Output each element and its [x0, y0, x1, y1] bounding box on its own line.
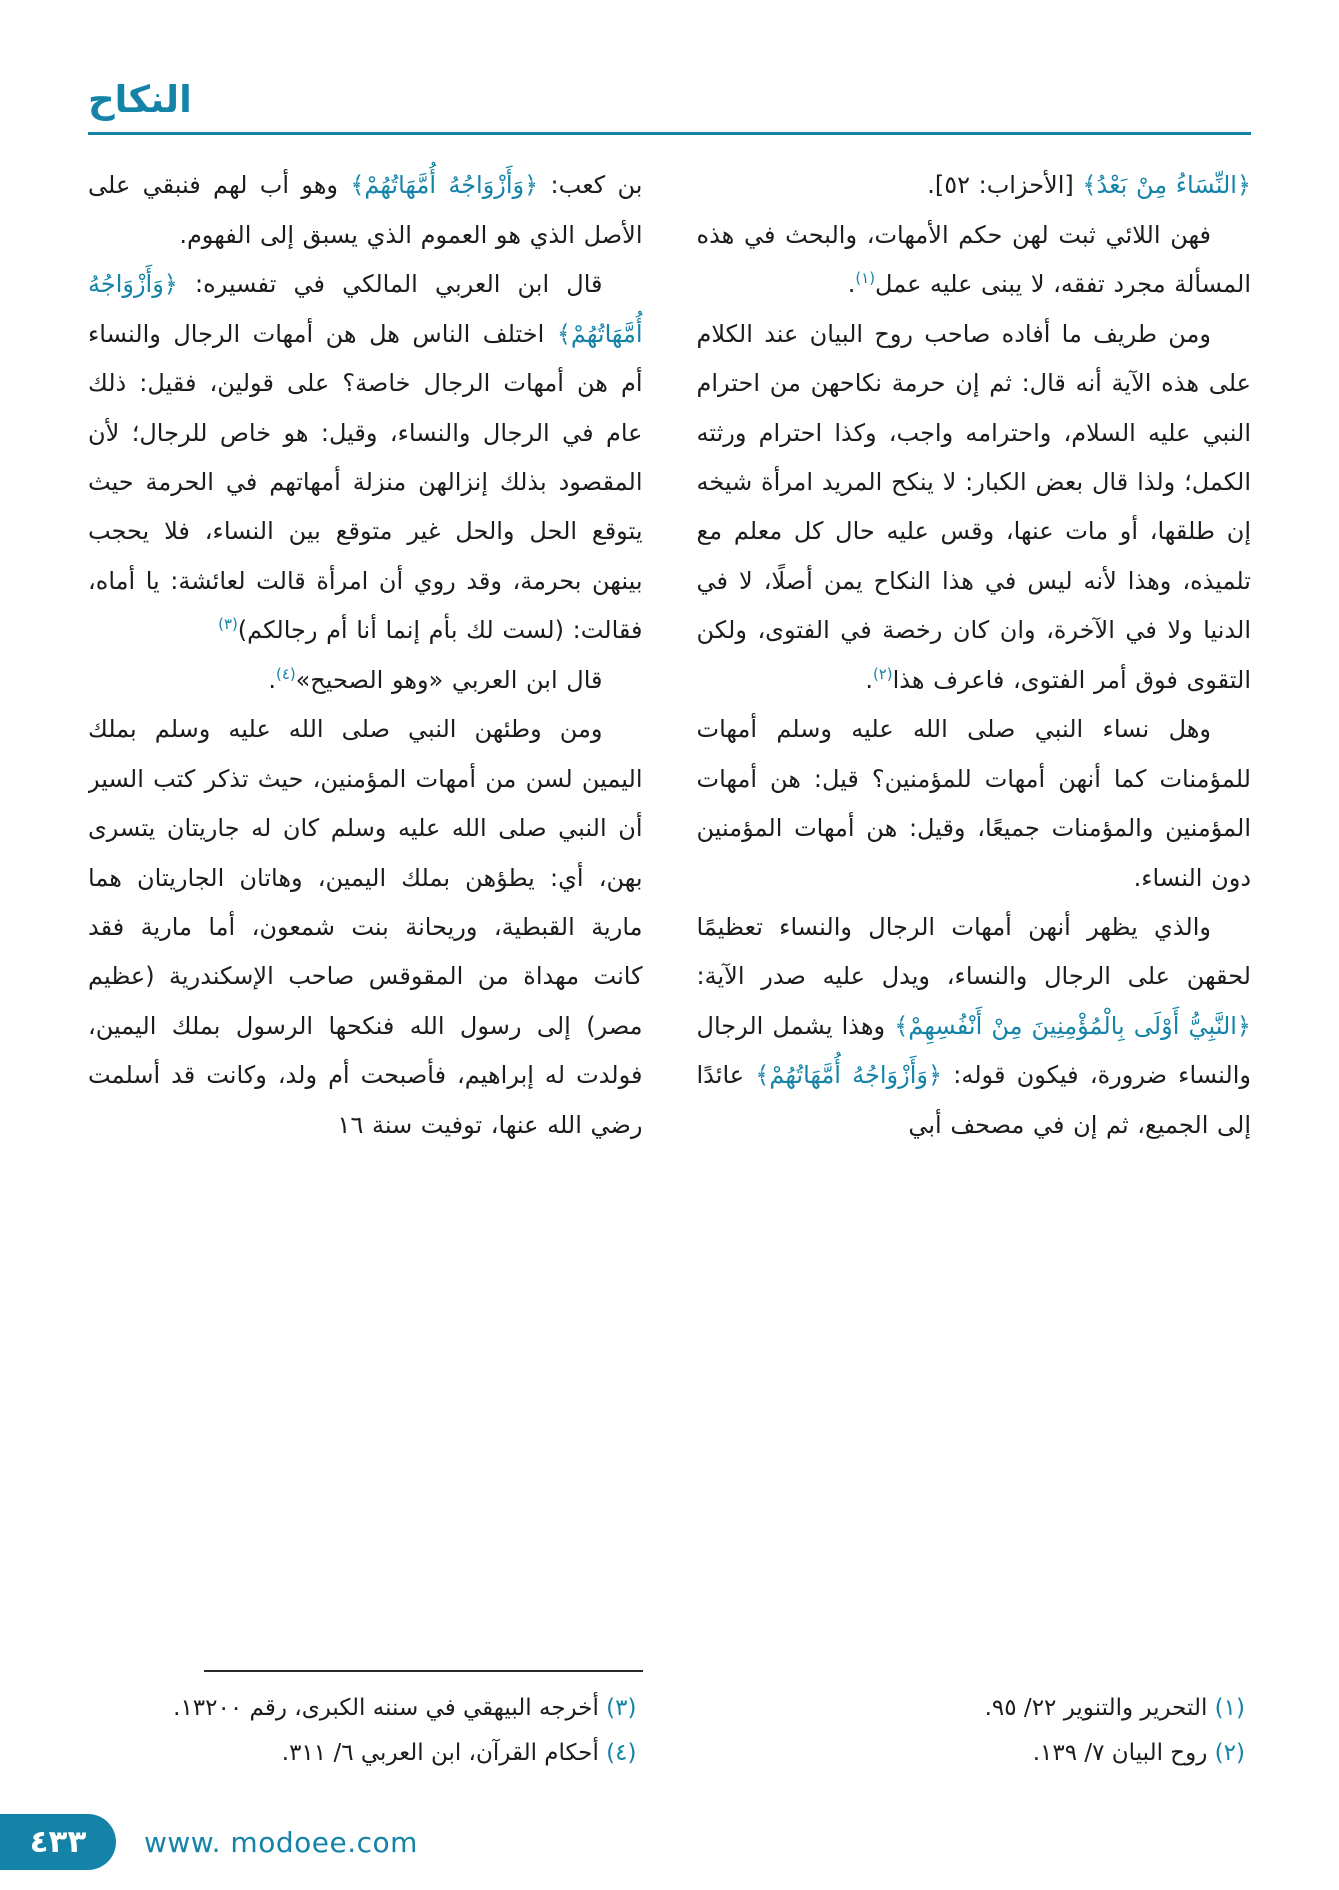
text-run: أحكام القرآن، ابن العربي ٦/ ٣١١.: [281, 1740, 599, 1767]
footnote-number: (٣): [598, 1695, 637, 1722]
text-run: وهذا يشمل الرجال والنساء ضرورة، فيكون قوله:: [696, 1011, 1251, 1090]
paragraph: [697, 903, 1252, 1150]
page-number: ٤٣٣: [29, 1823, 87, 1860]
text-run: ومن طريف ما أفاده صاحب روح البيان عند الكلام على هذه الآية أنه قال: ثم إن حرمة نكاحهن من احترام النبي عليه السلام، واحترامه واجب، وكذا احترام ورثته الكمل؛ ولذا قال بعض الكبار: لا ينكح المريد امرأة شيخه إن طلقها، أو مات عنها، وقس عليه حال كل معلم مع تلميذه، وهذا لأنه ليس في هذا النكاح يمن أصلًا، لا في الدنيا ولا في الآخرة، وان كان رخصة في الفتوى، ولكن التقوى فوق أمر الفتوى، فاعرف هذا: [696, 319, 1251, 694]
quran-quote: ﴿النِّسَاءُ مِنْ بَعْدُ﴾: [1082, 171, 1251, 200]
quran-quote: ﴿وَأَزْوَاجُهُ أُمَّهَاتُهُمْ﴾: [88, 270, 643, 348]
paragraph: [88, 705, 643, 1150]
footnote-list: [88, 1686, 643, 1776]
paragraph: [88, 161, 643, 260]
column-left-footnotes: [88, 1664, 643, 1794]
footnote-ref: (٤): [276, 664, 296, 683]
footnote-ref: (٢): [872, 664, 893, 683]
column-right: [697, 161, 1252, 1794]
footnote-number: (١): [1207, 1695, 1245, 1722]
footnote: [697, 1731, 1252, 1776]
footnote-number: (٤): [598, 1740, 637, 1767]
text-run: والذي يظهر أنهن أمهات الرجال والنساء تعظيمًا لحقهن على الرجال والنساء، ويدل عليه صدر الآية:: [696, 912, 1251, 991]
paragraph: [697, 705, 1252, 903]
footnote: [697, 1686, 1252, 1731]
footnote-list: [697, 1686, 1252, 1776]
column-left: [88, 161, 643, 1794]
footnote: [88, 1686, 643, 1731]
paragraph: [697, 161, 1252, 210]
text-run: قال ابن العربي المالكي في تفسيره:: [177, 270, 603, 299]
paragraph: [88, 656, 643, 705]
footnote: [88, 1731, 643, 1776]
text-columns: [88, 161, 1251, 1794]
column-left-text: [88, 161, 643, 1664]
footnote-separator: [204, 1670, 642, 1672]
footnote-ref: (٣): [218, 615, 238, 634]
page-number-badge: [0, 1814, 116, 1870]
text-run: اختلف الناس هل هن أمهات الرجال والنساء أم هن أمهات الرجال خاصة؟ على قولين، فقيل: ذلك عام في الرجال والنساء، وقيل: هو خاص للرجال؛ لأن المقصود بذلك إنزالهن منزلة أمهاتهم في الحرمة حيث يتوقع الحل والحل غير متوقع بين النساء، فلا يحجب بينهن بحرمة، وقد روي أن امرأة قالت لعائشة: يا أماه، فقالت: (لست لك بأم إنما أنا أم رجالكم): [88, 319, 643, 645]
paragraph: [88, 260, 643, 656]
page-header: [88, 78, 1251, 135]
text-run: وهل نساء النبي صلى الله عليه وسلم أمهات للمؤمنات كما أنهن أمهات للمؤمنين؟ قيل: هن أمهات المؤمنين والمؤمنات جميعًا، وقيل: هن أمهات المؤمنين دون النساء.: [696, 715, 1251, 892]
text-run: .: [268, 665, 276, 694]
quran-quote: ﴿وَأَزْوَاجُهُ أُمَّهَاتُهُمْ﴾: [755, 1061, 943, 1090]
website-url: www. modoee.com: [144, 1825, 418, 1859]
text-run: بن كعب:: [538, 171, 643, 200]
column-right-text: [697, 161, 1252, 1680]
text-run: وهو أب لهم فنبقي على الأصل الذي هو العموم الذي يسبق إلى الفهوم.: [88, 171, 643, 249]
text-run: عائدًا إلى الجميع، ثم إن في مصحف أبي: [696, 1061, 1251, 1139]
text-run: .: [847, 270, 856, 299]
quran-quote: ﴿وَأَزْوَاجُهُ أُمَّهَاتُهُمْ﴾: [350, 171, 539, 200]
column-right-footnotes: [697, 1680, 1252, 1794]
text-run: أخرجه البيهقي في سننه الكبرى، رقم ١٣٢٠٠.: [173, 1695, 599, 1722]
text-run: التحرير والتنوير ٢٢/ ٩٥.: [984, 1695, 1208, 1722]
paragraph: [697, 211, 1252, 310]
text-run: .: [865, 665, 873, 694]
text-run: ومن وطئهن النبي صلى الله عليه وسلم بملك اليمين لسن من أمهات المؤمنين، حيث تذكر كتب السير أن النبي صلى الله عليه وسلم كان له جاريتان يتسرى بهن، أي: يطؤهن بملك اليمين، وهاتان الجاريتان هما مارية القبطية، وريحانة بنت شمعون، أما مارية فقد كانت مهداة من المقوقس صاحب الإسكندرية (عظيم مصر) إلى رسول الله فنكحها الرسول بملك اليمين، فولدت له إبراهيم، فأصبحت أم ولد، وكانت قد أسلمت رضي الله عنها، توفيت سنة ١٦: [88, 715, 643, 1139]
text-run: [الأحزاب: ٥٢].: [927, 171, 1083, 200]
page-footer: [29, 1794, 1251, 1890]
text-run: قال ابن العربي «وهو الصحيح»: [295, 665, 603, 694]
footnote-number: (٢): [1207, 1740, 1245, 1767]
header-rule: [88, 132, 1251, 135]
chapter-title: النكاح: [88, 78, 192, 121]
text-run: فهن اللائي ثبت لهن حكم الأمهات، والبحث في هذه المسألة مجرد تفقه، لا يبنى عليه عمل: [696, 220, 1251, 299]
quran-quote: ﴿النَّبِيُّ أَوْلَى بِالْمُؤْمِنِينَ مِنْ أَنْفُسِهِمْ﴾: [894, 1011, 1251, 1040]
text-run: روح البيان ٧/ ١٣٩.: [1032, 1740, 1208, 1767]
paragraph: [697, 310, 1252, 706]
footnote-ref: (١): [855, 269, 876, 288]
